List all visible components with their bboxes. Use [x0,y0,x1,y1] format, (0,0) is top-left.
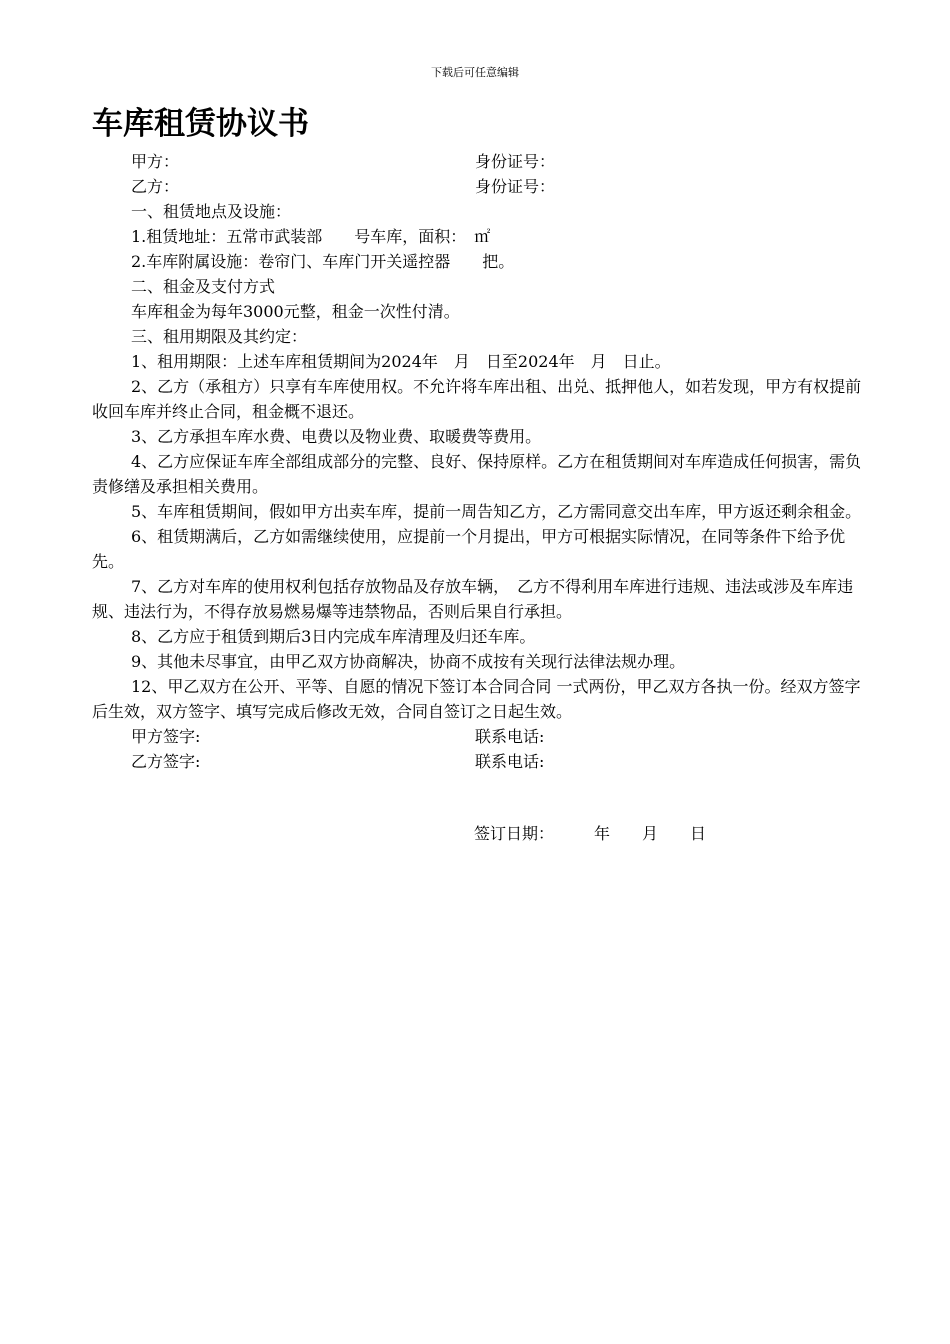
section1-item2: 2.车库附属设施：卷帘门、车库门开关遥控器 把。 [131,252,515,271]
clause-6: 6、租赁期满后，乙方如需继续使用，应提前一个月提出，甲方可根据实际情况，在同等条件下给予优先。 [92,527,846,571]
party-a-signature-row [92,724,862,749]
party-b-signature-row [92,749,862,774]
section2-heading: 二、租金及支付方式 [131,277,276,296]
section1-heading: 一、租赁地点及设施： [131,202,292,221]
header-note: 下载后可任意编辑 [431,66,519,79]
clause-1: 1、租用期限：上述车库租赁期间为2024年 月 日至2024年 月 日止。 [131,352,671,371]
clause-8: 8、乙方应于租赁到期后3日内完成车库清理及归还车库。 [131,627,536,646]
party-a-id-label: 身份证号： [475,152,556,171]
clause-9: 9、其他未尽事宜，由甲乙双方协商解决，协商不成按有关现行法律法规办理。 [131,652,686,671]
party-b-row [92,174,862,199]
clause-7: 7、乙方对车库的使用权利包括存放物品及存放车辆， 乙方不得利用车库进行违规、违法或涉及车库违规、违法行为，不得存放易燃易爆等违禁物品，否则后果自行承担。 [92,577,854,621]
clause-2: 2、乙方（承租方）只享有车库使用权。不允许将车库出租、出兑、抵押他人，如若发现，甲方有权提前收回车库并终止合同，租金概不退还。 [92,377,862,421]
party-a-phone-label: 联系电话: [475,727,545,746]
clause-5: 5、车库租赁期间，假如甲方出卖车库，提前一周告知乙方，乙方需同意交出车库，甲方返还剩余租金。 [131,502,862,521]
section2-text: 车库租金为每年3000元整，租金一次性付清。 [131,302,460,321]
clause-12: 12、甲乙双方在公开、平等、自愿的情况下签订本合同合同 一式两份，甲乙双方各执一份。经双方签字后生效，双方签字、填写完成后修改无效，合同自签订之日起生效。 [92,677,861,721]
party-b-id-label: 身份证号： [475,177,556,196]
document-title: 车库租赁协议书 [92,106,309,142]
party-a-signature-label: 甲方签字: [131,727,201,746]
signing-date-line: 签订日期： 年 月 日 [474,824,707,843]
party-a-label: 甲方： [131,152,180,171]
clause-4: 4、乙方应保证车库全部组成部分的完整、良好、保持原样。乙方在租赁期间对车库造成任何损害，需负责修缮及承担相关费用。 [92,452,862,496]
section3-heading: 三、租用期限及其约定： [131,327,308,346]
party-b-signature-label: 乙方签字: [131,752,201,771]
party-a-row [92,149,862,174]
clause-3: 3、乙方承担车库水费、电费以及物业费、取暖费等费用。 [131,427,542,446]
section1-item1: 1.租赁地址：五常市武装部 号车库，面积： ㎡ [131,227,491,246]
contract-body [92,149,862,774]
party-b-phone-label: 联系电话: [475,752,545,771]
party-b-label: 乙方： [131,177,180,196]
